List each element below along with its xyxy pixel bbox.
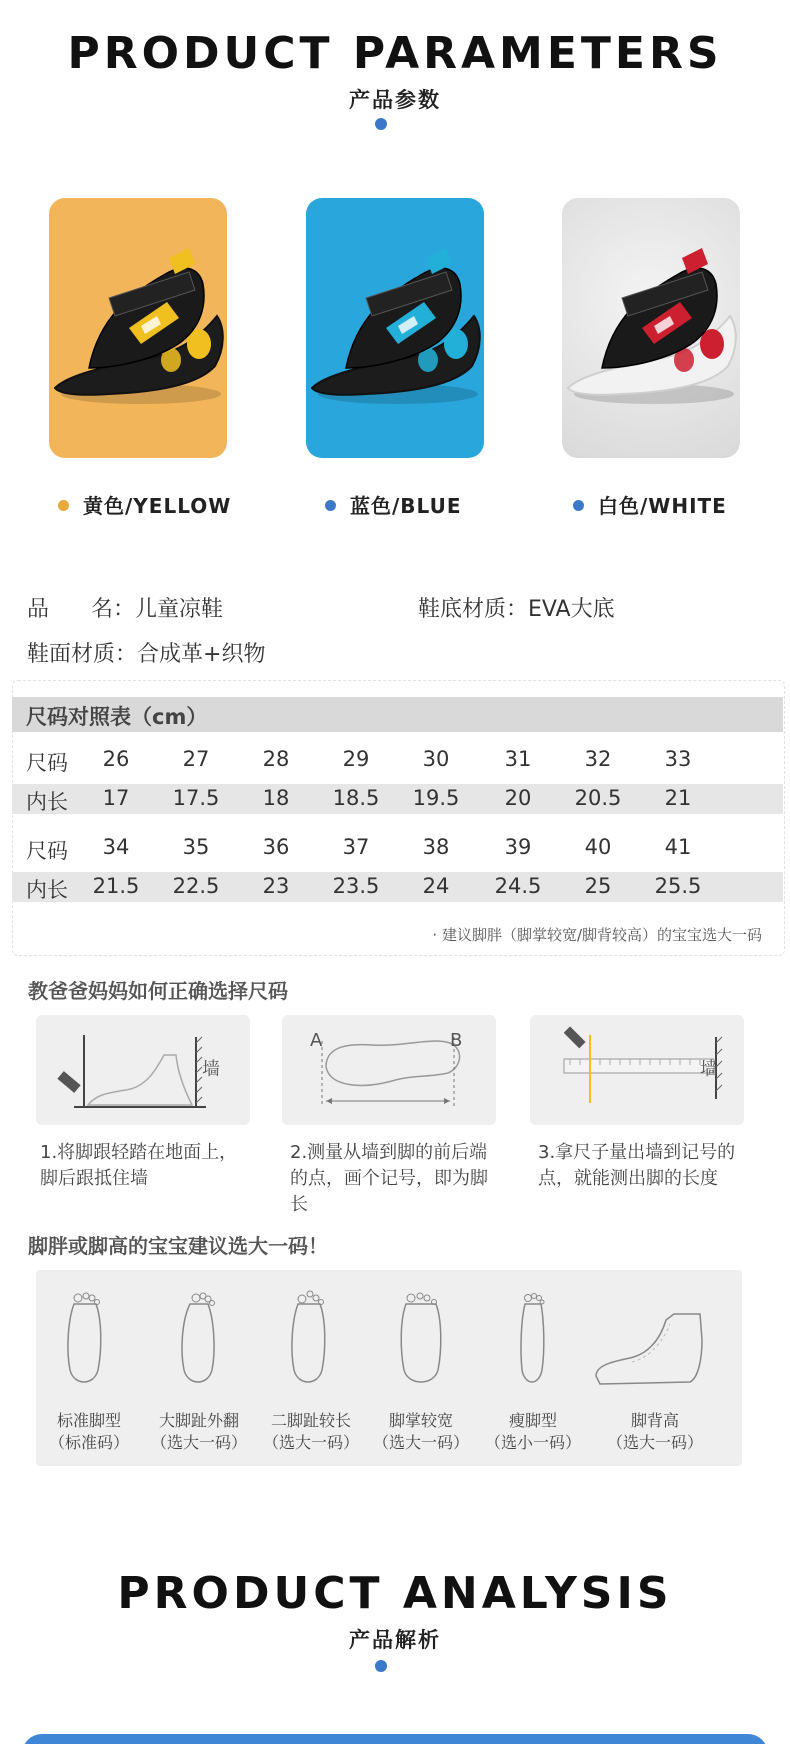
param-sole-value: EVA大底 (528, 597, 615, 622)
color-card-yellow[interactable] (49, 198, 227, 458)
length-cell: 17.5 (172, 786, 220, 810)
sandal-image (306, 198, 484, 458)
next-section-banner (22, 1734, 768, 1744)
param-name (27, 592, 223, 623)
size-cell: 37 (342, 835, 370, 859)
size-cell: 30 (422, 747, 450, 771)
foot-type-second-toe (251, 1410, 371, 1454)
measure-step-1-text: 1.将脚跟轻踏在地面上，脚后跟抵住墙 (40, 1142, 238, 1189)
size-chart-title: 尺码对照表（cm） (26, 705, 208, 729)
foot-type-name: 脚背高 (630, 1411, 679, 1430)
size-cell: 39 (504, 835, 532, 859)
length-cell: 19.5 (412, 786, 460, 810)
size-cell: 38 (422, 835, 450, 859)
length-cell: 20 (504, 786, 532, 810)
foot-type-name: 脚掌较宽 (388, 1411, 453, 1430)
size-cell: 40 (584, 835, 612, 859)
param-upper-label: 鞋面材质： (27, 642, 138, 667)
sandal-image (49, 198, 227, 458)
size-row-label: 尺码 (26, 751, 68, 775)
size-chart-header (12, 697, 783, 732)
param-name-value: 儿童凉鞋 (134, 597, 223, 622)
length-cell: 25.5 (654, 874, 702, 898)
size-cell: 34 (102, 835, 130, 859)
length-cell: 23.5 (332, 874, 380, 898)
length-cell: 21 (664, 786, 692, 810)
foot-type-name: 大脚趾外翻 (158, 1411, 239, 1430)
param-name-label: 品 名： (27, 597, 135, 622)
color-dot (573, 500, 584, 511)
title-dot (375, 1660, 387, 1672)
high-instep-foot-icon (590, 1300, 710, 1390)
param-sole (418, 592, 615, 623)
foot-type-advice: （选小一码） (484, 1433, 581, 1452)
length-cell: 24 (422, 874, 450, 898)
color-dot (325, 500, 336, 511)
color-label-text: 蓝色/BLUE (350, 494, 462, 518)
color-option-blue[interactable] (325, 490, 461, 519)
bunion-foot-icon (172, 1290, 222, 1390)
analysis-title: PRODUCT ANALYSIS (117, 1568, 673, 1619)
param-sole-label: 鞋底材质： (418, 597, 529, 622)
wall-label: 墙 (202, 1059, 220, 1080)
color-card-blue[interactable] (306, 198, 484, 458)
analysis-subtitle: 产品解析 (349, 1628, 441, 1652)
size-cell: 32 (584, 747, 612, 771)
length-cell: 23 (262, 874, 290, 898)
size-note: · 建议脚胖（脚掌较宽/脚背较高）的宝宝选大一码 (432, 926, 762, 944)
foot-type-wide (361, 1410, 481, 1454)
size-cell: 33 (664, 747, 692, 771)
color-option-yellow[interactable] (58, 490, 231, 519)
foot-type-advice: （选大一码） (262, 1433, 359, 1452)
length-row-label: 内长 (26, 878, 68, 902)
foot-type-bunion (139, 1410, 259, 1454)
size-cell: 35 (182, 835, 210, 859)
size-cell: 26 (102, 747, 130, 771)
sandal-image (562, 198, 740, 458)
length-row (12, 784, 783, 814)
length-cell: 22.5 (172, 874, 220, 898)
color-dot (58, 500, 69, 511)
point-b-label: B (450, 1030, 463, 1051)
measure-title: 教爸爸妈妈如何正确选择尺码 (28, 979, 288, 1003)
color-label-text: 黄色/YELLOW (83, 494, 232, 518)
length-cell: 18.5 (332, 786, 380, 810)
wall-label: 墙 (700, 1059, 718, 1080)
foot-type-advice: （标准码） (48, 1433, 129, 1452)
foot-type-advice: （选大一码） (606, 1433, 703, 1452)
color-option-white[interactable] (573, 490, 727, 519)
title-dot (375, 118, 387, 130)
foot-type-name: 瘦脚型 (508, 1411, 557, 1430)
long-second-toe-icon (284, 1290, 334, 1390)
size-row (12, 745, 783, 775)
foot-type-standard (29, 1410, 149, 1454)
size-cell: 27 (182, 747, 210, 771)
foot-type-name: 二脚趾较长 (270, 1411, 351, 1430)
params-subtitle: 产品参数 (349, 88, 441, 112)
measure-step-3-text: 3.拿尺子量出墙到记号的点，就能测出脚的长度 (538, 1142, 736, 1189)
length-cell: 17 (102, 786, 130, 810)
size-cell: 28 (262, 747, 290, 771)
measure-step-2-text: 2.测量从墙到脚的前后端的点，画个记号，即为脚长 (290, 1142, 488, 1215)
size-cell: 29 (342, 747, 370, 771)
color-label-text: 白色/WHITE (598, 494, 727, 518)
foot-type-advice: （选大一码） (150, 1433, 247, 1452)
param-upper (27, 637, 265, 668)
length-cell: 24.5 (494, 874, 542, 898)
wide-foot-icon (396, 1290, 446, 1390)
standard-foot-icon (60, 1290, 110, 1390)
point-a-label: A (310, 1030, 323, 1051)
foot-type-slim (473, 1410, 593, 1454)
size-cell: 41 (664, 835, 692, 859)
slim-foot-icon (508, 1290, 558, 1390)
size-cell: 31 (504, 747, 532, 771)
foot-types-title: 脚胖或脚高的宝宝建议选大一码！ (28, 1234, 328, 1258)
length-cell: 25 (584, 874, 612, 898)
length-cell: 18 (262, 786, 290, 810)
size-cell: 36 (262, 835, 290, 859)
foot-type-name: 标准脚型 (56, 1411, 121, 1430)
length-cell: 20.5 (574, 786, 622, 810)
size-row (12, 833, 783, 863)
length-row (12, 872, 783, 902)
color-card-white[interactable] (562, 198, 740, 458)
length-cell: 21.5 (92, 874, 140, 898)
param-upper-value: 合成革+织物 (137, 642, 266, 667)
foot-type-advice: （选大一码） (372, 1433, 469, 1452)
foot-type-high-instep (595, 1410, 715, 1454)
size-row-label: 尺码 (26, 839, 68, 863)
params-title: PRODUCT PARAMETERS (67, 28, 723, 79)
length-row-label: 内长 (26, 790, 68, 814)
